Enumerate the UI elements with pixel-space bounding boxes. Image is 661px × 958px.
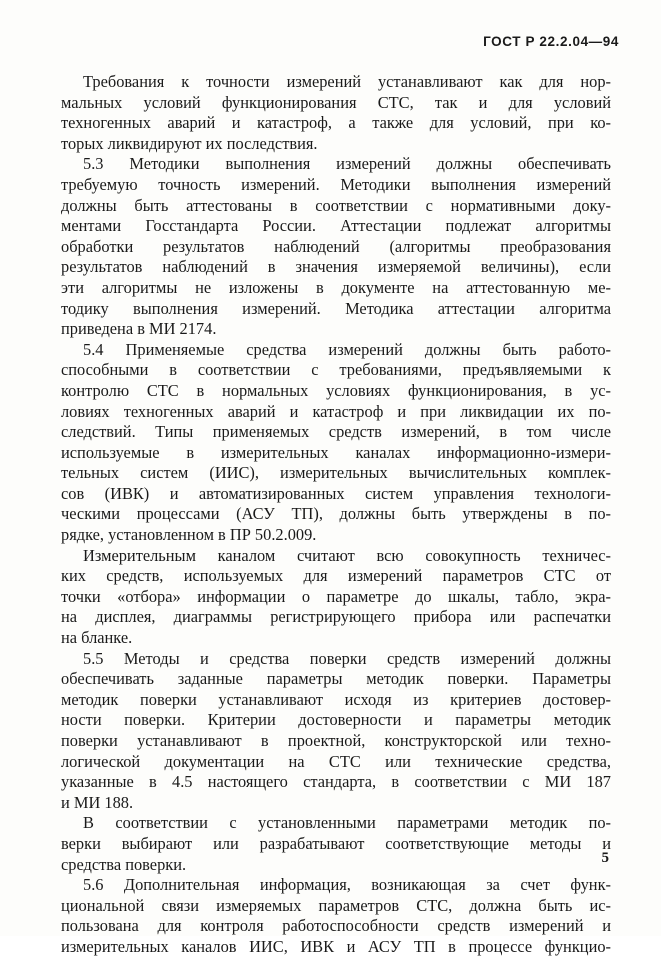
text-line: должны быть аттестованы в соответствии с нормативными доку-	[61, 195, 611, 215]
text-line: тельных систем (ИИС), измерительных вычислительных комплек-	[61, 463, 611, 483]
text-line: указанные в 4.5 настоящего стандарта, в соответствии с МИ 187	[61, 772, 611, 792]
text-line: ких средств, используемых для измерений параметров СТС от	[61, 566, 611, 586]
text-line: логической документации на СТС или технические средства,	[61, 751, 611, 771]
text-line: результатов наблюдений в значения измеряемой величины), если	[61, 257, 611, 277]
body-text	[61, 72, 611, 958]
text-line: 5.4 Применяемые средства измерений должны быть работо-	[83, 339, 611, 359]
text-line: пользована для контроля работоспособности средств измерений и	[61, 916, 611, 936]
text-line: следствий. Типы применяемых средств измерений, в том числе	[61, 422, 611, 442]
text-line: рядке, установленном в ПР 50.2.009.	[61, 525, 317, 545]
text-line: мальных условий функционирования СТС, так и для условий	[61, 92, 611, 112]
text-line: точки «отбора» информации о параметре до шкалы, табло, экра-	[61, 586, 611, 606]
text-line: и МИ 188.	[61, 792, 134, 812]
paragraph-verification-methods	[61, 813, 611, 875]
text-line: обеспечивать заданные параметры методик поверки. Параметры	[61, 669, 611, 689]
text-line: циональной связи измеряемых параметров СТС, должна быть ис-	[61, 895, 611, 915]
text-line: эти алгоритмы не изложены в документе на аттестованную ме-	[61, 277, 611, 297]
paragraph-5-3	[61, 154, 611, 339]
document-code-header: ГОСТ Р 22.2.04—94	[483, 34, 619, 49]
text-line: В соответствии с установленными параметрами методик по-	[83, 813, 611, 833]
paragraph-5-5	[61, 648, 611, 814]
text-line: ческими процессами (АСУ ТП), должны быть утверждены в по-	[61, 504, 611, 524]
text-line: ности поверки. Критерии достоверности и параметры методик	[61, 710, 611, 730]
page-number: 5	[601, 850, 609, 866]
text-line: торых ликвидируют их последствия.	[61, 133, 318, 153]
text-line: ловиях техногенных аварий и катастроф и при ликвидации их по-	[61, 401, 611, 421]
text-line: 5.6 Дополнительная информация, возникающая за счет функ-	[83, 875, 611, 895]
paragraph-5-6	[61, 875, 611, 957]
text-line: Измерительным каналом считают всю совокупность техничес-	[83, 545, 611, 565]
text-line: измерительных каналов ИИС, ИВК и АСУ ТП в процессе функцио-	[61, 936, 611, 956]
paragraph-measuring-channel	[61, 545, 611, 649]
text-line: контролю СТС в нормальных условиях функционирования, в ус-	[61, 380, 611, 400]
text-line: 5.5 Методы и средства поверки средств измерений должны	[83, 648, 611, 668]
text-line: средства поверки.	[61, 854, 187, 874]
text-line: на дисплея, диаграммы регистрирующего прибора или распечатки	[61, 607, 611, 627]
text-line: техногенных аварий и катастроф, а также для условий, при ко-	[61, 113, 611, 133]
text-line: обработки результатов наблюдений (алгоритмы преобразования	[61, 236, 611, 256]
text-line: ментами Госстандарта России. Аттестации подлежат алгоритмы	[61, 216, 611, 236]
text-line: приведена в МИ 2174.	[61, 319, 217, 339]
text-line: требуемую точность измерений. Методики выполнения измерений	[61, 174, 611, 194]
text-line: верки выбирают или разрабатывают соответствующие методы и	[61, 833, 611, 853]
text-line: на бланке.	[61, 628, 133, 648]
text-line: способными в соответствии с требованиями, предъявляемыми к	[61, 360, 611, 380]
text-line: 5.3 Методики выполнения измерений должны обеспечивать	[83, 154, 611, 174]
text-line: тодику выполнения измерений. Методика аттестации алгоритма	[61, 298, 611, 318]
text-line: сов (ИВК) и автоматизированных систем управления технологи-	[61, 483, 611, 503]
paragraph-5-4	[61, 339, 611, 546]
text-line: методик поверки устанавливают исходя из критериев достовер-	[61, 689, 611, 709]
text-line: используемые в измерительных каналах информационно-измери-	[61, 442, 611, 462]
text-line: поверки устанавливают в проектной, конструкторской или техно-	[61, 731, 611, 750]
paragraph-accuracy-requirements	[61, 72, 611, 154]
text-line: Требования к точности измерений устанавливают как для нор-	[83, 72, 611, 91]
